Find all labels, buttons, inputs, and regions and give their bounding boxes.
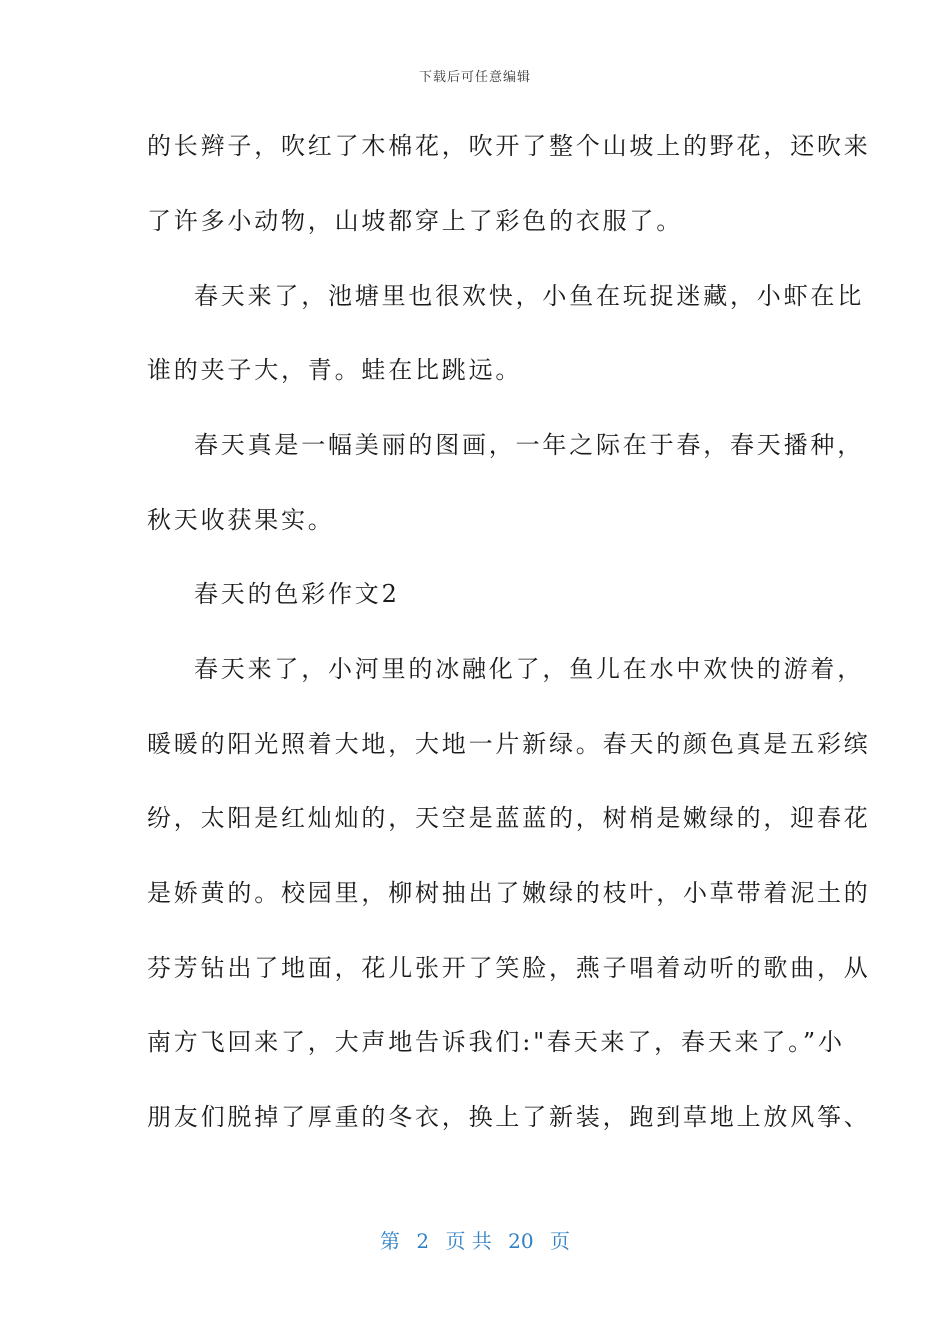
footer-suffix: 页 — [549, 1229, 570, 1253]
header-text: 下载后可任意编辑 — [418, 70, 531, 85]
text-line: 暖暖的阳光照着大地，大地一片新绿。春天的颜色真是五彩缤 — [147, 730, 871, 758]
text-line: 芬芳钻出了地面，花儿张开了笑脸，燕子唱着动听的歌曲，从 — [147, 954, 871, 982]
section-title: 春天的色彩作文2 — [194, 580, 400, 608]
text-line: 南方飞回来了，大声地告诉我们:"春天来了，春天来了。”小 — [147, 1028, 845, 1056]
footer-prefix: 第 — [380, 1229, 400, 1253]
current-page-number: 2 — [416, 1229, 430, 1253]
text-line: 是娇黄的。校园里，柳树抽出了嫩绿的枝叶，小草带着泥土的 — [147, 879, 871, 907]
total-pages-number: 20 — [508, 1229, 534, 1253]
text-line: 了许多小动物，山坡都穿上了彩色的衣服了。 — [147, 207, 683, 235]
text-line: 秋天收获果实。 — [147, 506, 335, 534]
text-line: 纷，太阳是红灿灿的，天空是蓝蓝的，树梢是嫩绿的，迎春花 — [147, 804, 871, 832]
text-line: 春天来了，池塘里也很欢快，小鱼在玩捉迷藏，小虾在比 — [194, 282, 864, 310]
page-footer — [0, 1225, 950, 1254]
text-line: 春天真是一幅美丽的图画，一年之际在于春，春天播种， — [194, 431, 864, 459]
text-line: 春天来了，小河里的冰融化了，鱼儿在水中欢快的游着， — [194, 655, 864, 683]
footer-middle: 页 共 — [445, 1229, 492, 1253]
text-line: 朋友们脱掉了厚重的冬衣，换上了新装，跑到草地上放风筝、 — [147, 1103, 871, 1131]
text-line: 谁的夹子大，青。蛙在比跳远。 — [147, 356, 523, 384]
text-line: 的长辫子，吹红了木棉花，吹开了整个山坡上的野花，还吹来 — [147, 132, 871, 160]
